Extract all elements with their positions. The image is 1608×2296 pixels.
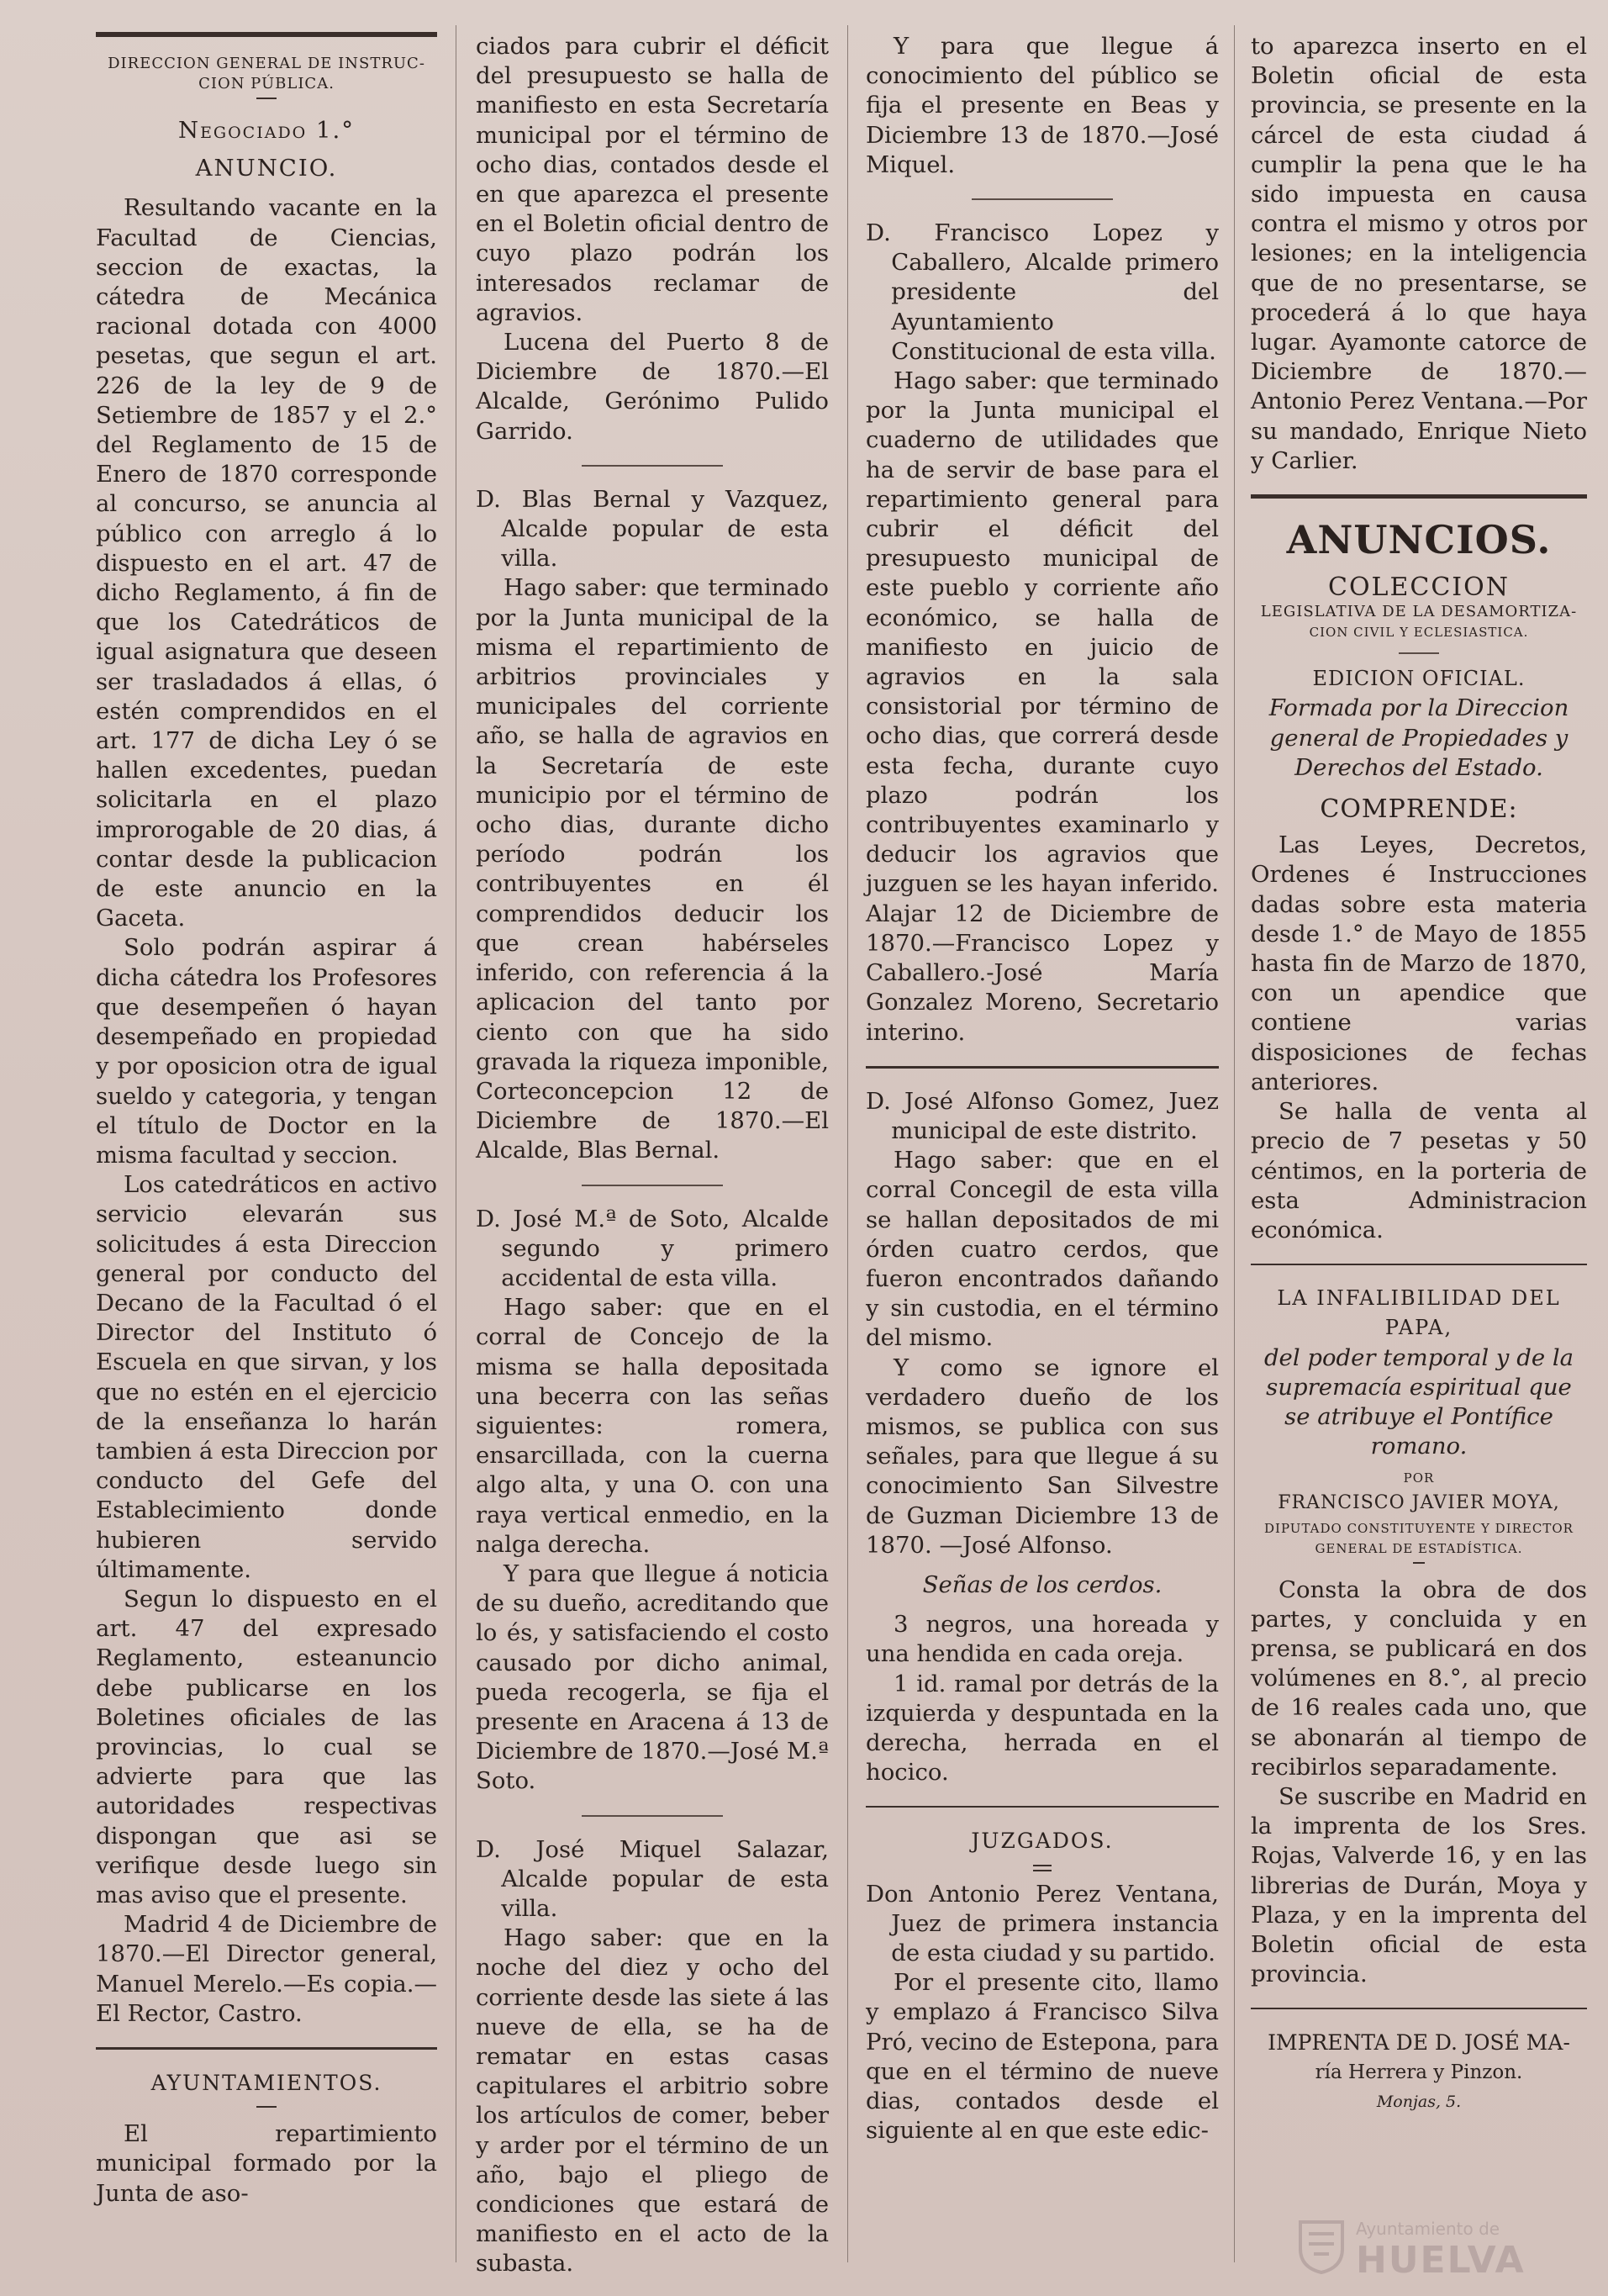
notice-heading: D. Blas Bernal y Vazquez, Alcalde popular de esta villa. [476,485,829,573]
section-header-cont: CION PÚBLICA. [198,75,335,92]
anuncios-heading: ANUNCIOS. [1286,517,1552,563]
comprende-heading: COMPRENDE: [1320,794,1518,825]
top-rule [96,32,437,37]
paragraph: Y para que llegue á noticia de su dueño, acreditando que lo és, y satisfaciendo el costo causado por dicho animal, pueda recogerla, se fija el presente en Aracena á 13 de Diciembre de 1870.—José M.ª Soto. [476,1560,829,1795]
imprenta-name: ría Herrera y Pinzon. [1315,2061,1523,2083]
infalibilidad-title: LA INFALIBILIDAD DEL PAPA, [1277,1286,1561,1340]
paragraph: Hago saber: que en la noche del diez y ocho del corriente desde las siete á las nueve de ella, se ha de rematar en estas casas capitulares el arbitrio sobre los artículos de comer, beber y arder por el término de un año, bajo el pliego de condiciones que estará de manifiesto en el acto de la subasta. [476,1924,829,2278]
divider [1033,1865,1052,1871]
section-rule [1251,2008,1587,2009]
column-1 [96,32,437,2237]
paragraph: Hago saber: que terminado por la Junta municipal de la misma el repartimiento de arbitrios provinciales y municipales del corriente año, se halla de agravios en la Secretaría de este municipio por el término de ocho dias, durante dicho período podrán los contribuyentes en él comprendidos deducir los que crean habérseles inferido, con referencia á la aplicacion del tanto por ciento con que ha sido gravada la riqueza imponible, Corteconcepcion 12 de Diciembre de 1870.—El Alcalde, Blas Bernal. [476,574,829,1164]
section-rule [1251,1264,1587,1265]
coleccion-subtitle: LEGISLATIVA DE LA DESAMORTIZA- [1260,603,1578,621]
paragraph: 1 id. ramal por detrás de la izquierda y despuntada en la derecha, herrada en el hocico. [866,1670,1219,1787]
author-title-cont: GENERAL DE ESTADÍSTICA. [1315,1540,1523,1556]
divider [582,465,723,467]
paragraph: Hago saber: que en el corral Concegil de esta villa se hallan depositados de mi órden cuatro cerdos, que fueron encontrados dañando y sin custodia, en el término del mismo. [866,1147,1219,1352]
shield-icon [1297,2219,1346,2274]
formada-text: Formada por la Direccion general de Propiedades y Derechos del Estado. [1268,694,1569,781]
anuncio-heading: ANUNCIO. [195,155,338,182]
divider [1399,652,1439,654]
column-rule [847,25,848,2262]
imprenta: IMPRENTA DE D. JOSÉ MA- [1268,2030,1570,2056]
coleccion-title: COLECCION [1328,573,1510,603]
paragraph: Se halla de venta al precio de 7 pesetas y 50 céntimos, en la porteria de esta Administracion económica. [1251,1098,1587,1243]
paragraph: Segun lo dispuesto en el art. 47 del expresado Reglamento, esteanuncio debe publicarse en los Boletines oficiales de las provincias, lo cual se advierte para que las autoridades respectivas dispongan que asi se verifique desde luego sin mas aviso que el presente. [96,1585,437,1908]
watermark-line1: Ayuntamiento de [1356,2219,1500,2239]
signature: Y para que llegue á conocimiento del público se fija el presente en Beas y Diciembre 13 de 1870.—José Miquel. [866,33,1219,178]
divider [256,98,277,99]
archive-watermark [1297,2214,1549,2281]
divider [582,1185,723,1186]
paragraph: Por el presente cito, llamo y emplazo á Francisco Silva Pró, vecino de Estepona, para que en el término de nueve dias, contados desde el siguiente al en que este edic- [866,1969,1219,2145]
edicion-label: EDICION OFICIAL. [1312,667,1526,691]
paragraph: to aparezca inserto en el Boletin oficial de esta provincia, se presente en la cárcel de esta ciudad á cumplir la pena que le ha sido impuesta en causa contra el mismo y otros por lesiones; en la inteligencia que de no presentarse, se procederá á lo que haya lugar. Ayamonte catorce de Diciembre de 1870.—Antonio Perez Ventana.—Por su mandado, Enrique Nieto y Carlier. [1251,33,1587,474]
column-rule [1234,25,1235,2262]
paragraph: Hago saber: que terminado por la Junta municipal el cuaderno de utilidades que ha de servir de base para el repartimiento general para cubrir el déficit del presupuesto municipal de este pueblo y corriente año económico, se halla de manifiesto en juicio de agravios en la sala consistorial por término de ocho dias, que correrá desde esta fecha, durante cuyo plazo podrán los contribuyentes examinarlo y deducir los agravios que juzguen se les hayan inferido. Alajar 12 de Diciembre de 1870.—Francisco Lopez y Caballero.-José María Gonzalez Moreno, Secretario interino. [866,367,1219,1046]
paragraph: 3 negros, una horeada y una hendida en cada oreja. [866,1611,1219,1668]
notice-heading: Don Antonio Perez Ventana, Juez de primera instancia de esta ciudad y su partido. [866,1880,1219,1966]
paragraph: Los catedráticos en activo servicio elevarán sus solicitudes á esta Direccion general por conducto del Decano de la Facultad ó el Director del Instituto ó Escuela en que sirvan, y los que no estén en el ejercicio de la enseñanza lo harán tambien á esta Direccion por conducto del Gefe del Establecimiento donde hubieren servido últimamente. [96,1171,437,1583]
author-title: DIPUTADO CONSTITUYENTE Y DIRECTOR [1264,1520,1574,1536]
paragraph: Las Leyes, Decretos, Ordenes é Instrucciones dadas sobre esta materia desde 1.° de Mayo de 1855 hasta fin de Marzo de 1870, con un apendice que contiene varias disposiciones de fechas anteriores. [1251,831,1587,1095]
column-2 [476,32,829,2278]
divider [1413,1562,1425,1564]
section-rule [1251,494,1587,499]
section-header: DIRECCION GENERAL DE INSTRUC- [108,55,425,72]
divider [256,2106,277,2108]
imprenta-address: Monjas, 5. [1376,2092,1462,2111]
notice-heading: D. Francisco Lopez y Caballero, Alcalde primero presidente del Ayuntamiento Constitucional de esta villa. [866,219,1219,365]
signature: Madrid 4 de Diciembre de 1870.—El Director general, Manuel Merelo.—Es copia.—El Rector, Castro. [96,1911,437,2027]
author-name: FRANCISCO JAVIER MOYA, [1278,1492,1560,1514]
paragraph: Resultando vacante en la Facultad de Ciencias, seccion de exactas, la cátedra de Mecánica racional dotada con 4000 pesetas, que segun el art. 226 de la ley de 9 de Setiembre de 1857 y el 2.° del Reglamento de 15 de Enero de 1870 corresponde al concurso, se anuncia al público con arreglo á lo dispuesto en el art. 47 de dicho Reglamento, á fin de que los Catedráticos de igual asignatura que deseen ser trasladados á ellas, ó estén comprendidos en el art. 177 de dicha Ley ó se hallen excedentes, puedan solicitarla en el plazo improrogable de 20 dias, á contar desde la publicacion de este anuncio en la Gaceta. [96,194,437,932]
divider [582,1815,723,1817]
signature: Lucena del Puerto 8 de Diciembre de 1870.—El Alcalde, Gerónimo Pulido Garrido. [476,329,829,445]
column-4 [1251,32,1587,2237]
paragraph: Hago saber: que en el corral de Concejo de la misma se halla depositada una becerra con las señas siguientes: romera, ensarcillada, con la cuerna algo alta, y una O. con una raya vertical enmedio, en la nalga derecha. [476,1294,829,1558]
paragraph: ciados para cubrir el déficit del presupuesto se halla de manifiesto en esta Secretaría municipal por el término de ocho dias, contados desde el en que aparezca el presente en el Boletin oficial dentro de cuyo plazo podrán los interesados reclamar de agravios. [476,33,829,326]
infalibilidad-subtitle: del poder temporal y de la supremacía espiritual que se atribuye el Pontífice romano. [1263,1343,1574,1460]
senas-heading: Señas de los cerdos. [922,1570,1163,1598]
section-rule [866,1806,1219,1808]
paragraph: Se suscribe en Madrid en la imprenta de los Sres. Rojas, Valverde 16, y en las librerias de Durán, Moya y Plaza, y en la imprenta del Boletin oficial de esta provincia. [1251,1782,1587,1988]
section-rule [866,1066,1219,1069]
divider [972,198,1113,200]
notice-heading: D. José Alfonso Gomez, Juez municipal de este distrito. [866,1087,1219,1144]
paragraph: El repartimiento municipal formado por la Junta de aso- [96,2120,437,2207]
coleccion-subtitle-cont: CION CIVIL Y ECLESIASTICA. [1309,625,1529,641]
negociado-heading: Negociado 1.° [178,117,355,144]
section-rule [96,2047,437,2050]
ayuntamientos-heading: AYUNTAMIENTOS. [150,2071,382,2095]
notice-heading: D. José M.ª de Soto, Alcalde segundo y primero accidental de esta villa. [476,1205,829,1291]
juzgados-heading: JUZGADOS. [971,1829,1114,1854]
paragraph: Consta la obra de dos partes, y concluida y en prensa, se publicará en dos volúmenes en 8.°, al precio de 16 reales cada uno, que se abonarán al tiempo de recibirlos separadamente. [1251,1576,1587,1781]
notice-heading: D. José Miquel Salazar, Alcalde popular de esta villa. [476,1835,829,1922]
paragraph: Y como se ignore el verdadero dueño de los mismos, se publica con sus señales, para que llegue á su conocimiento San Silvestre de Guzman Diciembre 13 de 1870. —José Alfonso. [866,1354,1219,1559]
por-label: POR [1403,1470,1435,1486]
column-3 [866,32,1219,2237]
paragraph: Solo podrán aspirar á dicha cátedra los Profesores que desempeñen ó hayan desempeñado en propiedad y por oposicion otra de igual sueldo y categoria, y tengan el título de Doctor en la misma facultad y seccion. [96,934,437,1169]
watermark-line2: HUELVA [1356,2239,1526,2282]
